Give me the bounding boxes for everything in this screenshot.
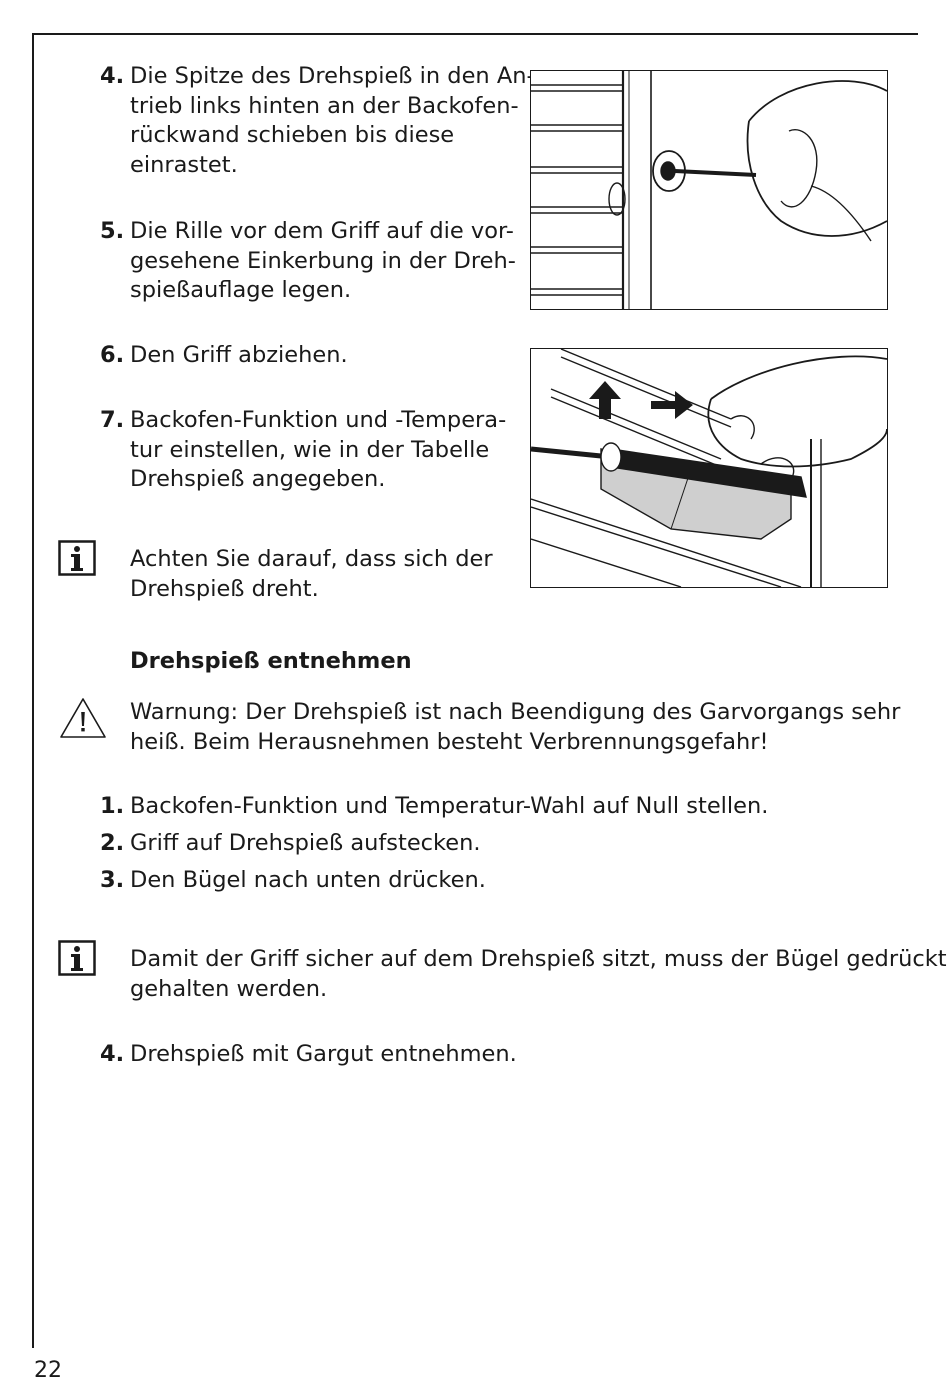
step-remove-2 xyxy=(100,829,481,859)
info-icon xyxy=(58,540,96,576)
step-remove-3 xyxy=(100,866,486,896)
line: Warnung: Der Drehspieß ist nach Beendigung des Garvorgangs sehr xyxy=(130,699,901,725)
info-note-2 xyxy=(130,945,947,1004)
info-note-1 xyxy=(130,545,493,604)
step-number: 4. xyxy=(100,63,125,89)
line: Backofen-Funktion und -Tempera- xyxy=(130,407,507,433)
top-rule xyxy=(33,33,918,35)
step-text: Griff auf Drehspieß aufstecken. xyxy=(130,830,481,856)
step-insert-4 xyxy=(100,62,535,180)
line: heiß. Beim Herausnehmen besteht Verbrennungsgefahr! xyxy=(130,728,769,755)
line: trieb links hinten an der Backofen- xyxy=(130,92,519,119)
step-text: Den Bügel nach unten drücken. xyxy=(130,867,486,893)
step-remove-1 xyxy=(100,792,768,822)
step-number: 5. xyxy=(100,218,125,244)
step-number: 1. xyxy=(100,793,125,819)
section-heading: Drehspieß entnehmen xyxy=(130,648,412,674)
step-number: 3. xyxy=(100,867,125,893)
line: Damit der Griff sicher auf dem Drehspieß sitzt, muss der Bügel gedrückt xyxy=(130,946,947,972)
line: Achten Sie darauf, dass sich der xyxy=(130,546,493,572)
line: einrastet. xyxy=(130,151,238,178)
warning-triangle-icon xyxy=(58,696,108,740)
step-text: Drehspieß mit Gargut entnehmen. xyxy=(130,1041,517,1067)
step-number: 4. xyxy=(100,1041,125,1067)
line: Den Griff abziehen. xyxy=(130,342,348,368)
step-insert-7 xyxy=(100,406,506,495)
line: Drehspieß dreht. xyxy=(130,575,319,602)
step-text xyxy=(130,406,506,495)
line: gehalten werden. xyxy=(130,975,328,1002)
figure-handle-removal xyxy=(530,348,888,588)
left-rule xyxy=(32,33,34,1348)
line: gesehene Einkerbung in der Dreh- xyxy=(130,247,516,274)
line: Die Spitze des Drehspieß in den An- xyxy=(130,63,535,89)
step-insert-6 xyxy=(100,341,348,371)
info-icon xyxy=(58,940,96,976)
step-text: Backofen-Funktion und Temperatur-Wahl auf Null stellen. xyxy=(130,793,769,819)
page-number: 22 xyxy=(34,1358,62,1383)
step-text xyxy=(130,341,348,371)
line: spießauflage legen. xyxy=(130,277,352,303)
step-text xyxy=(130,217,516,306)
line: rückwand schieben bis diese xyxy=(130,122,455,148)
line: tur einstellen, wie in der Tabelle xyxy=(130,436,490,463)
step-number: 2. xyxy=(100,830,125,856)
line: Drehspieß angegeben. xyxy=(130,466,386,492)
step-remove-4 xyxy=(100,1040,517,1070)
warning-text xyxy=(130,698,900,757)
figure-spit-insertion xyxy=(530,70,888,310)
step-text xyxy=(130,62,535,180)
line: Die Rille vor dem Griff auf die vor- xyxy=(130,218,514,244)
step-number: 6. xyxy=(100,342,125,368)
step-insert-5 xyxy=(100,217,516,306)
step-number: 7. xyxy=(100,407,125,433)
